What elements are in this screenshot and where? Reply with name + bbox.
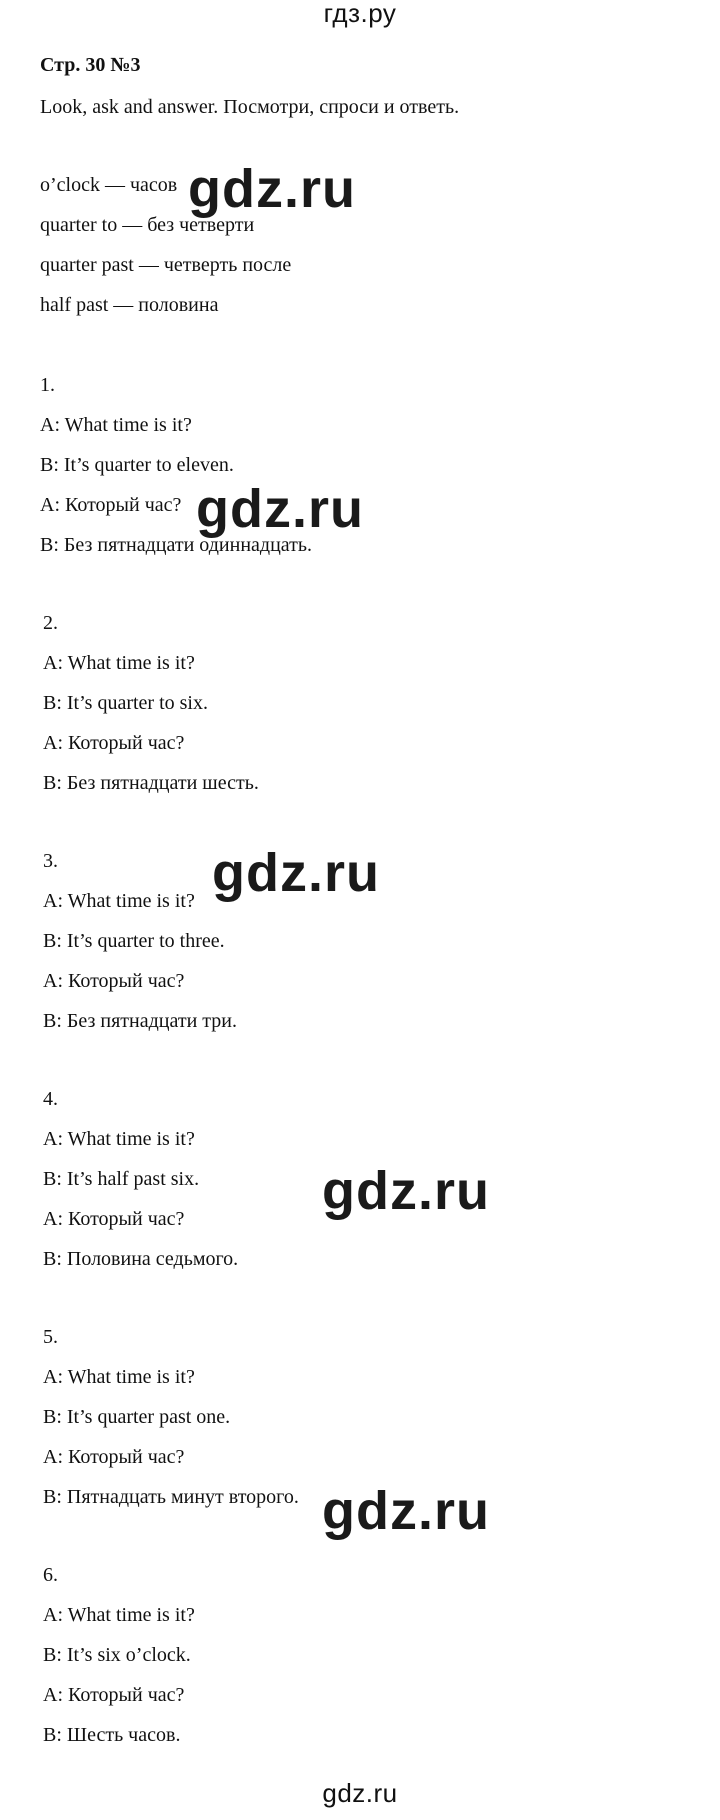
dialog-line: B: Половина седьмого. (43, 1248, 239, 1270)
dialog-line: B: It’s quarter to three. (43, 930, 225, 952)
vocab-item: quarter past — четверть после (40, 254, 292, 276)
dialog-line: B: Без пятнадцати три. (43, 1010, 237, 1032)
dialog-number: 1. (40, 374, 55, 396)
dialog-number: 5. (43, 1326, 58, 1348)
dialog-line: A: What time is it? (43, 652, 195, 674)
dialog-line: B: It’s quarter to six. (43, 692, 208, 714)
dialog-number: 3. (43, 850, 58, 872)
dialog-number: 6. (43, 1564, 58, 1586)
dialog-number: 2. (43, 612, 58, 634)
dialog-line: A: What time is it? (43, 1128, 195, 1150)
watermark: gdz.ru (188, 159, 356, 219)
page-title: Стр. 30 №3 (40, 54, 141, 76)
dialog-line: A: What time is it? (40, 414, 192, 436)
watermark: gdz.ru (322, 1161, 490, 1221)
dialog-line: A: Который час? (43, 1684, 185, 1706)
dialog-line: A: Который час? (43, 732, 185, 754)
site-footer: gdz.ru (322, 1778, 398, 1808)
dialog-line: A: Который час? (43, 1446, 185, 1468)
dialog-line: B: Без пятнадцати шесть. (43, 772, 259, 794)
dialog-line: A: Который час? (43, 1208, 185, 1230)
watermark: gdz.ru (212, 843, 380, 903)
vocab-item: half past — половина (40, 294, 219, 316)
dialog-number: 4. (43, 1088, 58, 1110)
dialog-line: B: Без пятнадцати одиннадцать. (40, 534, 312, 556)
dialog-line: B: Шесть часов. (43, 1724, 181, 1746)
site-header: гдз.ру (323, 0, 397, 28)
vocab-item: o’clock — часов (40, 174, 178, 196)
instruction: Look, ask and answer. Посмотри, спроси и ответь. (40, 96, 460, 118)
dialog-line: B: Пятнадцать минут второго. (43, 1486, 299, 1508)
vocab-item: quarter to — без четверти (40, 214, 255, 236)
watermark: gdz.ru (322, 1481, 490, 1541)
dialog-line: A: Который час? (43, 970, 185, 992)
dialog-line: A: What time is it? (43, 1604, 195, 1626)
dialog-line: A: What time is it? (43, 1366, 195, 1388)
dialog-line: A: Который час? (40, 494, 182, 516)
dialog-line: B: It’s six o’clock. (43, 1644, 191, 1666)
watermark: gdz.ru (196, 479, 364, 539)
dialog-line: B: It’s quarter to eleven. (40, 454, 234, 476)
dialog-line: A: What time is it? (43, 890, 195, 912)
dialog-line: B: It’s quarter past one. (43, 1406, 231, 1428)
dialog-line: B: It’s half past six. (43, 1168, 200, 1190)
